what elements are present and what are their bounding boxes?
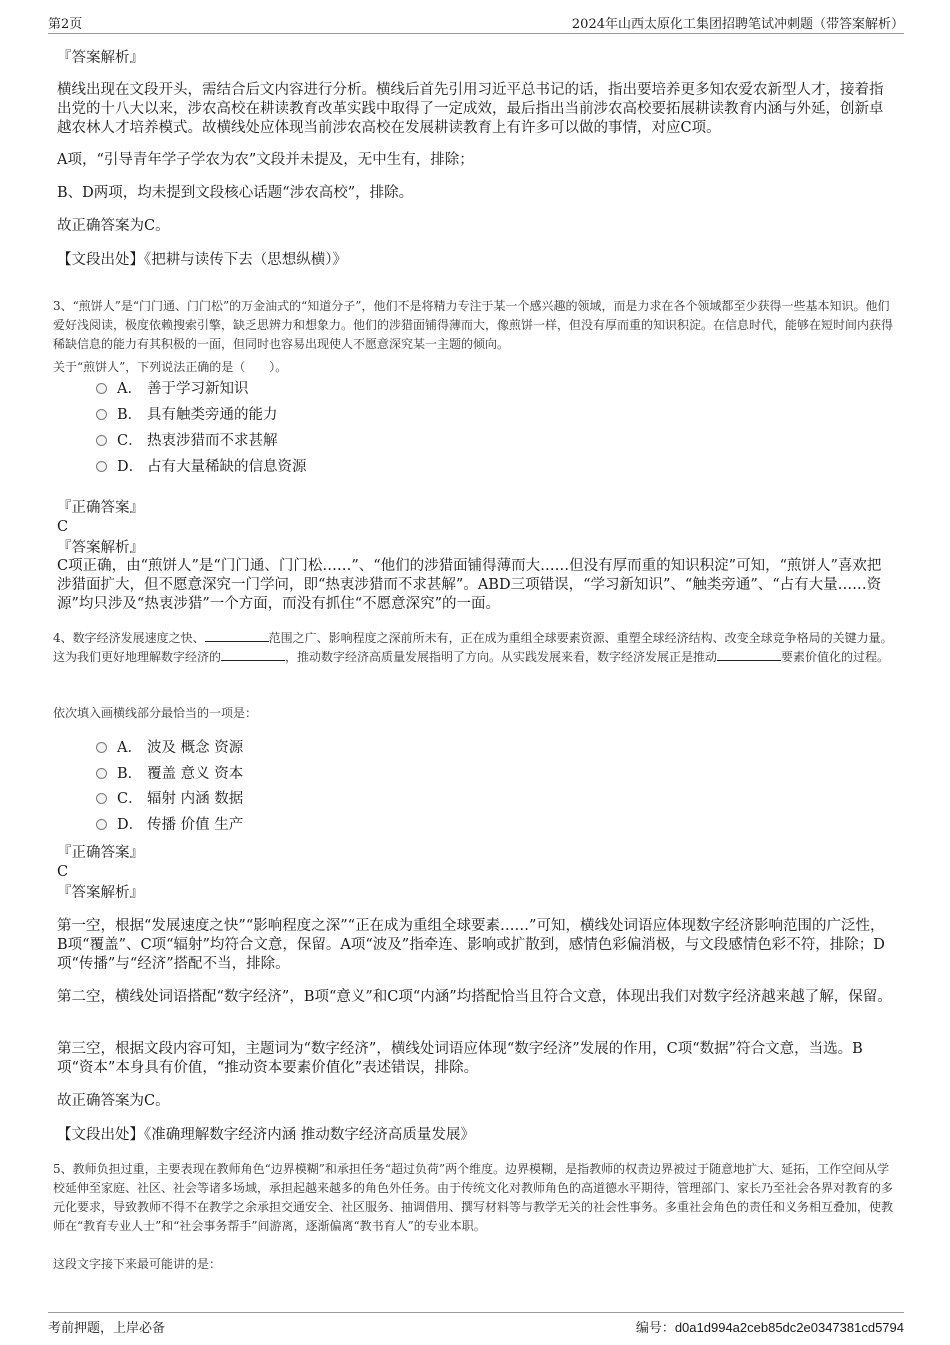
radio-icon[interactable] <box>96 383 107 394</box>
q3-option-d[interactable]: D． 占有大量稀缺的信息资源 <box>96 457 307 477</box>
q4-analysis-blank-3: 第三空，根据文段内容可知，主题词为“数字经济”，横线处词语应体现“数字经济”发展的作用，C项“数据”符合文意，当选。B项“资本”本身具有价值，“推动资本要素价值化”表述错误，排除。 <box>57 1041 863 1076</box>
blank-line <box>717 648 781 661</box>
q2-conclusion: 故正确答案为C。 <box>57 218 170 234</box>
q3-analysis: C项正确，由“煎饼人”是“门门通、门门松……”、“他们的涉猎面铺得薄而大……但没有厚而重的知识积淀”可知，“煎饼人”喜欢把涉猎面扩大，但不愿意深究一门学问，即“热衷涉猎而不求甚解”。ABD三项错误，“学习新知识”、“触类旁通”、“占有大量……资源”均只涉及“热衷涉猎”一个方面，而没有抓住“不愿意深究”的一面。 <box>57 558 882 612</box>
q4-answer: C <box>57 864 69 880</box>
q3-option-c[interactable]: C． 热衷涉猎而不求甚解 <box>96 431 278 451</box>
q4-analysis-blank-1: 第一空，根据“发展速度之快”“影响程度之深”“正在成为重组全球要素……”可知，横线处词语应体现数字经济影响范围的广泛性，B项“覆盖”、C项“辐射”均符合文意，保留。A项“波及”指牵连、影响或扩散到，感情色彩偏消极，与文段感情色彩不符，排除；D项“传播”与“经济”搭配不当，排除。 <box>57 918 885 972</box>
q3-analysis-heading: 『答案解析』 <box>57 540 144 556</box>
radio-icon[interactable] <box>96 793 107 804</box>
radio-icon[interactable] <box>96 461 107 472</box>
q4-answer-heading: 『正确答案』 <box>57 845 144 861</box>
radio-icon[interactable] <box>96 742 107 753</box>
footer-slogan: 考前押题，上岸必备 <box>48 1321 166 1336</box>
q4-question: 依次填入画横线部分最恰当的一项是： <box>53 706 258 720</box>
q3-option-b[interactable]: B． 具有触类旁通的能力 <box>96 405 278 425</box>
blank-line <box>221 648 285 661</box>
blank-line <box>205 629 269 642</box>
q2-source: 【文段出处】《把耕与读传下去（思想纵横）》 <box>57 252 347 268</box>
q4-analysis-blank-2: 第二空，横线处词语搭配“数字经济”，B项“意义”和C项“内涵”均搭配恰当且符合文意，体现出我们对数字经济越来越了解，保留。 <box>57 989 892 1005</box>
q4-option-b[interactable]: B． 覆盖 意义 资本 <box>96 764 243 784</box>
q3-answer: C <box>57 519 69 535</box>
radio-icon[interactable] <box>96 819 107 830</box>
page-number: 第2页 <box>48 17 83 32</box>
q2-analysis-heading: 『答案解析』 <box>57 50 144 66</box>
q4-conclusion: 故正确答案为C。 <box>57 1093 170 1109</box>
radio-icon[interactable] <box>96 768 107 779</box>
q3-question: 关于“煎饼人”，下列说法正确的是（ ）。 <box>53 360 288 374</box>
q5-stem: 5、教师负担过重，主要表现在教师角色“边界模糊”和承担任务“超过负荷”两个维度。边界模糊，是指教师的权责边界被过于随意地扩大、延拓，工作空间从学校延伸至家庭、社区、社会等诸多场域，承担起越来越多的角色外任务。由于传统文化对教师角色的高道德水平期待，管理部门、家长乃至社会各界对教育的多元化要求，导致教师不得不在教学之余承担交通安全、社区服务、抽调借用、撰写材料等与教学无关的社会性事务。多重社会角色的责任和义务相互叠加，使教师在“教育专业人士”和“社会事务帮手”间游离，逐渐偏离“教书育人”的专业本职。 <box>53 1162 894 1233</box>
document-code: 编号：d0a1d994a2ceb85dc2e0347381cd5794 <box>635 1320 904 1336</box>
q4-option-c[interactable]: C． 辐射 内涵 数据 <box>96 789 243 809</box>
q4-analysis-heading: 『答案解析』 <box>57 885 144 901</box>
q3-stem: 3、“煎饼人”是“门门通、门门松”的万金油式的“知道分子”，他们不是将精力专注于某一个感兴趣的领域，而是力求在各个领域都至少获得一些基本知识。他们爱好浅阅读，极度依赖搜索引擎，缺乏思辨力和想象力。他们的涉猎面铺得薄而大，像煎饼一样，但没有厚而重的知识积淀。在信息时代，能够在短时间内获得稀缺信息的能力有其积极的一面，但同时也容易出现使人不愿意深究某一主题的倾向。 <box>53 299 894 351</box>
document-title: 2024年山西太原化工集团招聘笔试冲刺题（带答案解析） <box>571 17 904 32</box>
q2-analysis-paragraph: 横线出现在文段开头，需结合后文内容进行分析。横线后首先引用习近平总书记的话，指出要培养更多知农爱农新型人才，接着指出党的十八大以来，涉农高校在耕读教育改革实践中取得了一定成效，最后指出当前涉农高校要拓展耕读教育内涵与外延，创新卓越农林人才培养模式。故横线处应体现当前涉农高校在发展耕读教育上有许多可以做的事情，对应C项。 <box>57 82 884 136</box>
q2-option-bd-note: B、D两项，均未提到文段核心话题“涉农高校”，排除。 <box>57 185 414 201</box>
page-header <box>48 13 904 34</box>
radio-icon[interactable] <box>96 435 107 446</box>
q4-source: 【文段出处】《准确理解数字经济内涵 推动数字经济高质量发展》 <box>57 1127 475 1143</box>
q2-option-a-note: A项，“引导青年学子学农为农”文段并未提及，无中生有，排除； <box>57 152 474 168</box>
q4-stem: 4、数字经济发展速度之快、 范围之广、影响程度之深前所未有，正在成为重组全球要素资源、重塑全球经济结构、改变全球竞争格局的关键力量。这为我们更好地理解数字经济的 ，推动数字经济高质量发展指明了方向。从实践发展来看，数字经济发展正是推动 要素价值化的过程。 <box>53 631 893 664</box>
q3-option-a[interactable]: A． 善于学习新知识 <box>96 379 249 399</box>
page-footer <box>48 1312 904 1335</box>
q3-answer-heading: 『正确答案』 <box>57 500 144 516</box>
q4-option-a[interactable]: A． 波及 概念 资源 <box>96 738 243 758</box>
q5-question: 这段文字接下来最可能讲的是： <box>53 1257 222 1271</box>
q4-option-d[interactable]: D． 传播 价值 生产 <box>96 815 243 835</box>
radio-icon[interactable] <box>96 409 107 420</box>
